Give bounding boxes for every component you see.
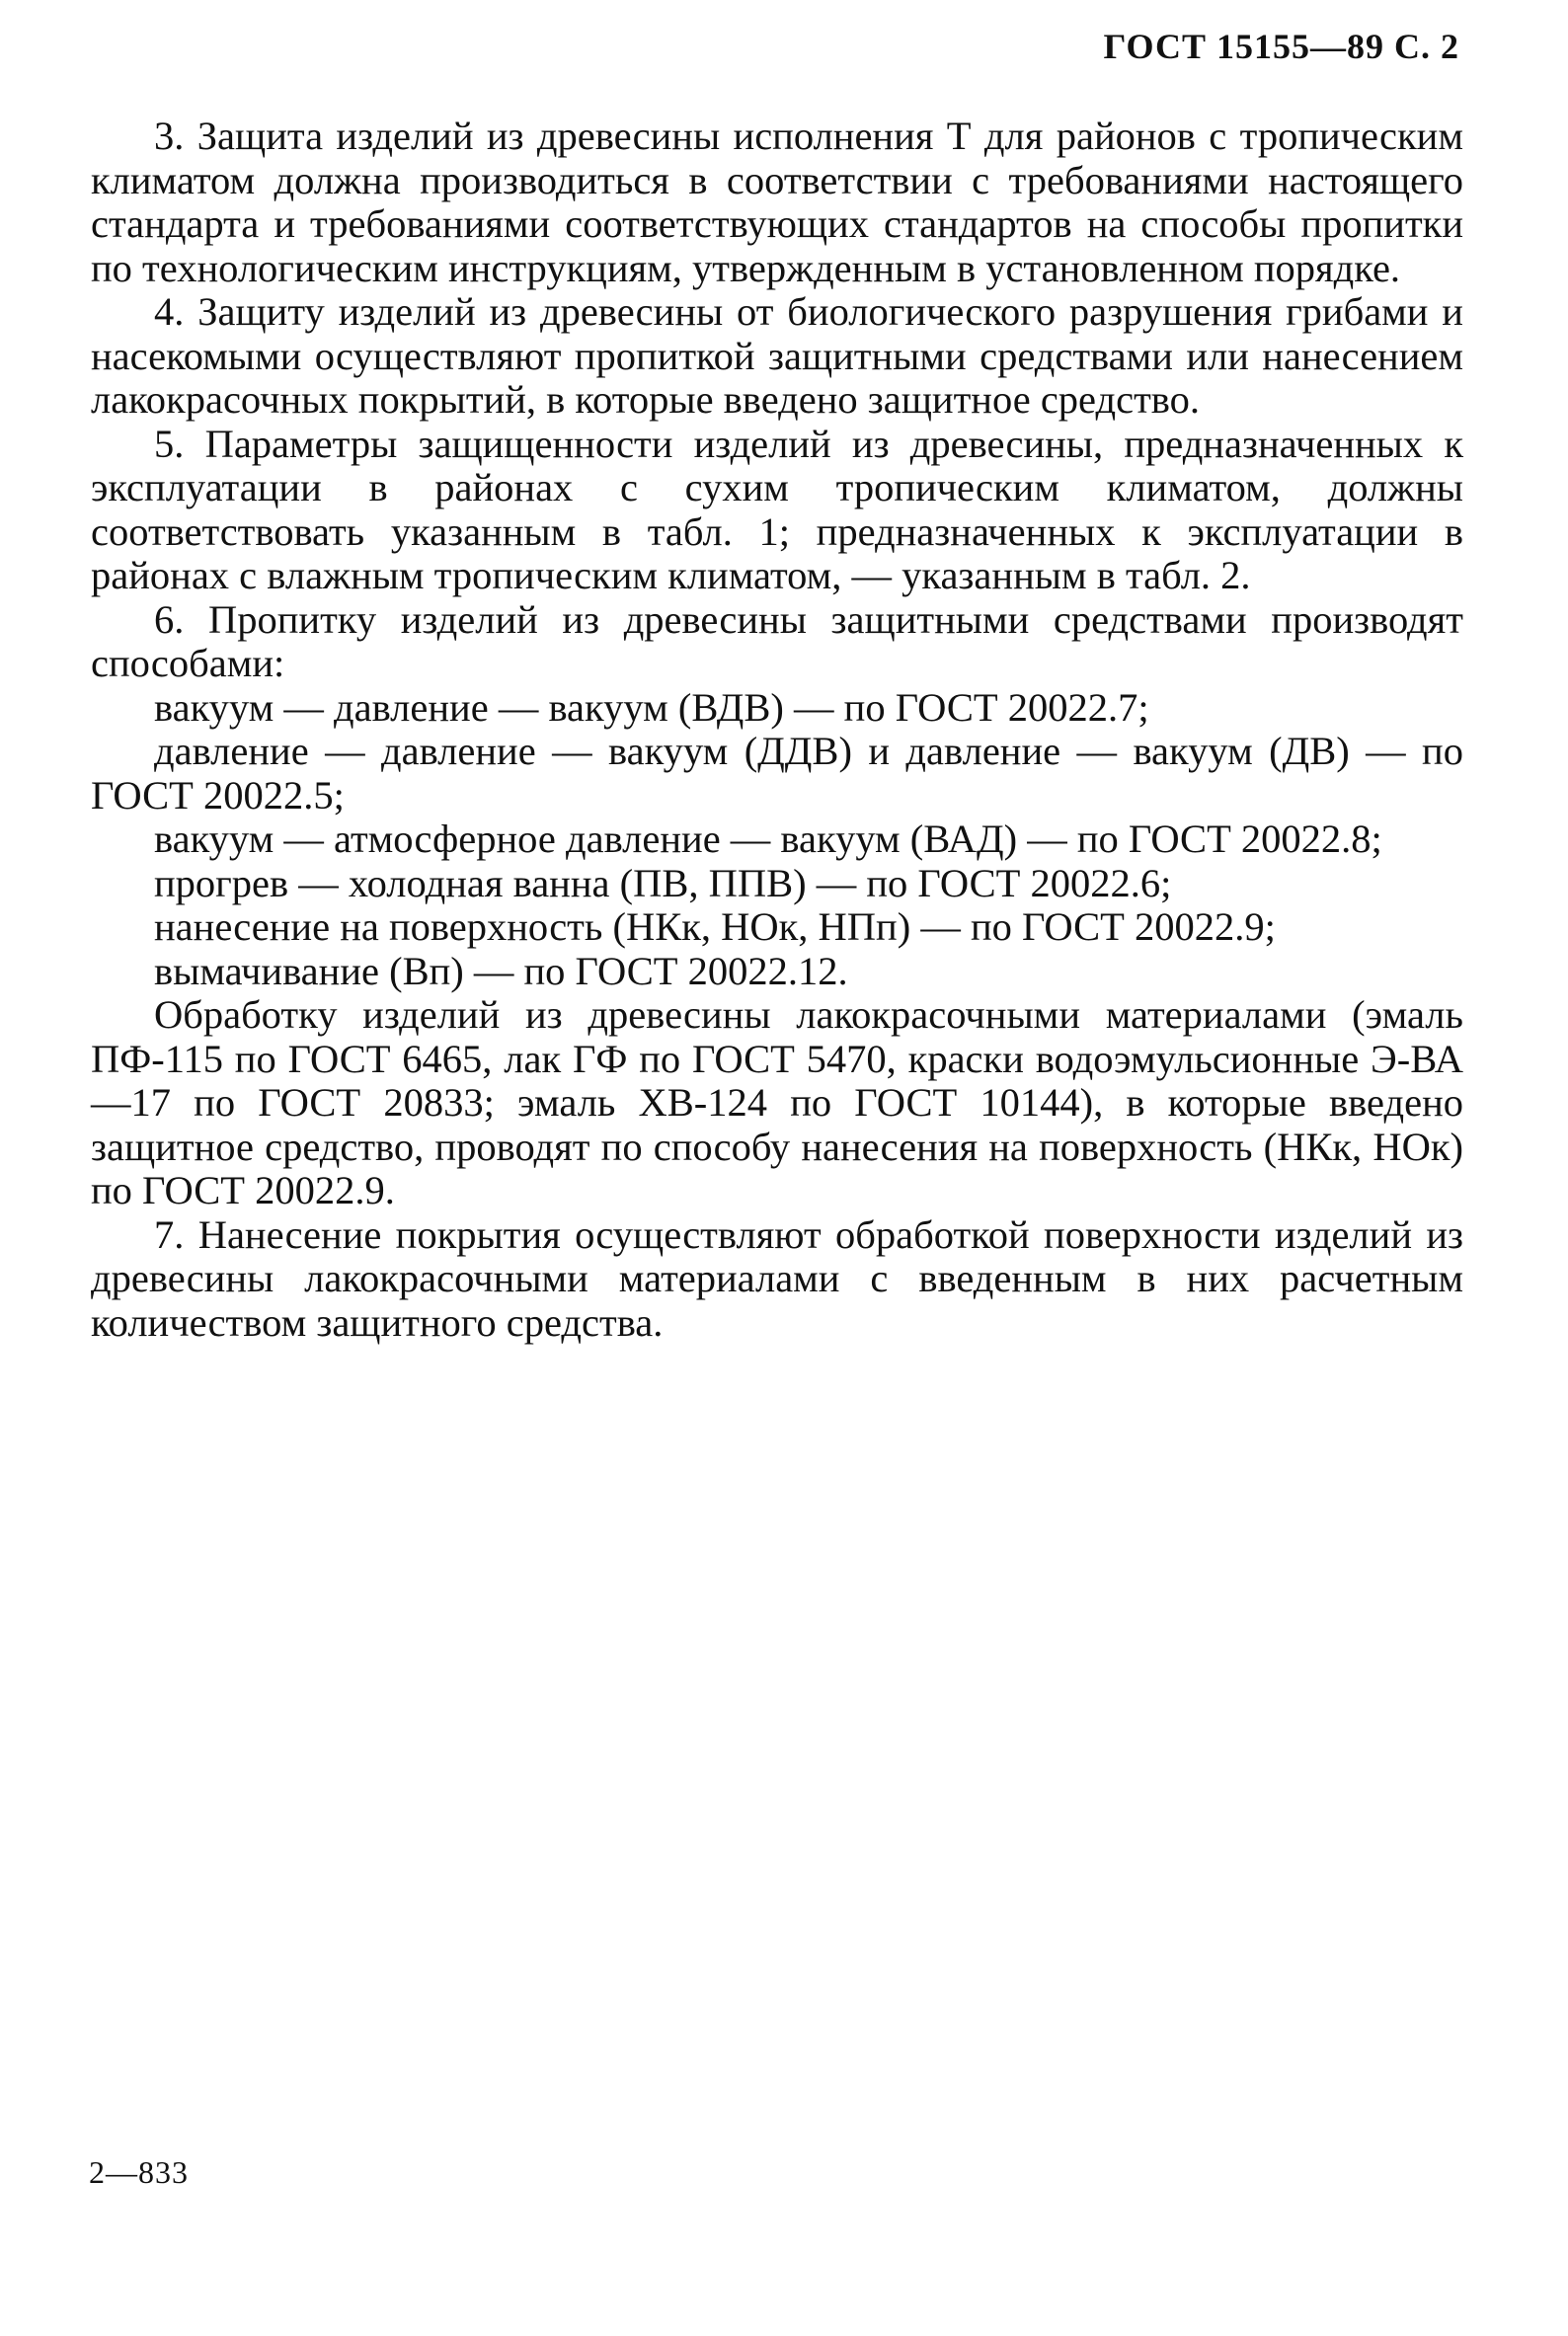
method-vdv: вакуум — давление — вакуум (ВДВ) — по ГОСТ 20022.7; (154, 684, 1149, 730)
method-surface: нанесение на поверхность (НКк, НОк, НПп) — по ГОСТ 20022.9; (154, 904, 1276, 949)
paragraph-3: 3. Защита изделий из древесины исполнения Т для районов с тропическим климатом должна производиться в соответствии с требованиями настоящего стандарта и требованиями соответствующих стандартов на способы пропитки по технологическим инструкциям, утвержденным в установленном порядке. (91, 114, 1463, 290)
method-pv: прогрев — холодная ванна (ПВ, ППВ) — по ГОСТ 20022.6; (154, 860, 1172, 905)
document-body (91, 115, 1463, 1345)
paragraph-6: 6. Пропитку изделий из древесины защитными средствами производят способами: (91, 596, 1463, 685)
paragraph-coating-treatment: Обработку изделий из древесины лакокрасочными материалами (эмаль ПФ-115 по ГОСТ 6465, лак ГФ по ГОСТ 5470, краски водоэмульсионные Э-ВА—17 по ГОСТ 20833; эмаль ХВ-124 по ГОСТ 10144), в которые введено защитное средство, проводят по способу нанесения на поверхность (НКк, НОк) по ГОСТ 20022.9. (91, 992, 1463, 1212)
method-ddv: давление — давление — вакуум (ДДВ) и давление — вакуум (ДВ) — по ГОСТ 20022.5; (91, 729, 1463, 818)
paragraph-5: 5. Параметры защищенности изделий из древесины, предназначенных к эксплуатации в районах с сухим тропическим климатом, должны соответствовать указанным в табл. 1; предназначенных к эксплуатации в районах с влажным тропическим климатом, — указанным в табл. 2. (91, 421, 1463, 597)
page-header: ГОСТ 15155—89 С. 2 (1103, 27, 1459, 66)
method-vad: вакуум — атмосферное давление — вакуум (ВАД) — по ГОСТ 20022.8; (154, 817, 1382, 861)
paragraph-7: 7. Нанесение покрытия осуществляют обработкой поверхности изделий из древесины лакокрасочными материалами с введенным в них расчетным количеством защитного средства. (91, 1211, 1463, 1345)
paragraph-4: 4. Защиту изделий из древесины от биологического разрушения грибами и насекомыми осуществляют пропиткой защитными средствами или нанесением лакокрасочных покрытий, в которые введено защитное средство. (91, 289, 1463, 422)
method-soaking: вымачивание (Вп) — по ГОСТ 20022.12. (154, 948, 848, 993)
page-footer-code: 2—833 (89, 2154, 189, 2190)
